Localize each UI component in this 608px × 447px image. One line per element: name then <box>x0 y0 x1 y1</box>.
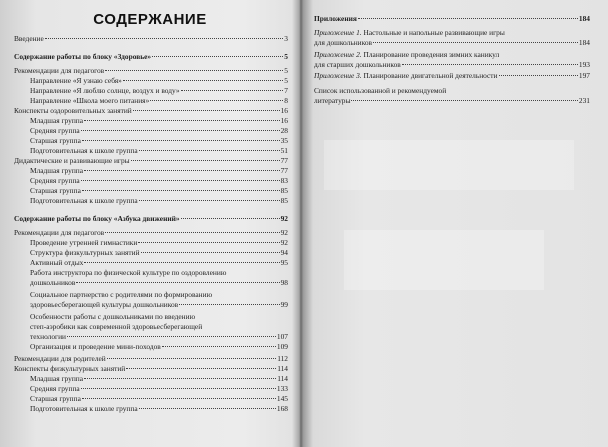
toc-entry: Структура физкультурных занятий 94 <box>30 248 288 257</box>
toc-entry-line: Особенности работы с дошкольниками по введению <box>30 312 196 321</box>
toc-entry: Рекомендации для педагогов 5 <box>14 66 288 75</box>
toc-entry: дошкольников 98 <box>30 278 288 287</box>
toc-entry-line: Приложение 1. Настольные и напольные развивающие игры <box>314 28 505 37</box>
toc-section: Содержание работы по блоку «Азбука движений» 92 <box>14 214 288 223</box>
toc-entry: Дидактические и развивающие игры 77 <box>14 156 288 165</box>
toc-entry-line: степ-аэробики как современной здоровьесберегающей <box>30 322 203 331</box>
toc-entry: Активный отдых 95 <box>30 258 288 267</box>
toc-entry: Младшая группа 16 <box>30 116 288 125</box>
toc-entry: Введение 3 <box>14 34 288 43</box>
toc-entry-line: Приложение 2. Планирование проведения зимних каникул <box>314 50 500 59</box>
appendix-label: Приложение 2. <box>314 50 362 59</box>
toc-section: Содержание работы по блоку «Здоровье» 5 <box>14 52 288 61</box>
toc-entry: Младшая группа 77 <box>30 166 288 175</box>
toc-entry: Подготовительная к школе группа 51 <box>30 146 288 155</box>
toc-entry: Направление «Я люблю солнце, воздух и воду» 7 <box>30 86 288 95</box>
toc-entry: для дошкольников 184 <box>314 38 590 47</box>
toc-entry-line: Работа инструктора по физической культуре по оздоровлению <box>30 268 227 277</box>
toc-section: Приложения 184 <box>314 14 590 23</box>
toc-entry: Средняя группа 133 <box>30 384 288 393</box>
toc-entry: Старшая группа 35 <box>30 136 288 145</box>
toc-entry: Конспекты оздоровительных занятий 16 <box>14 106 288 115</box>
page-title: СОДЕРЖАНИЕ <box>93 11 207 28</box>
toc-entry: Старшая группа 85 <box>30 186 288 195</box>
right-page <box>304 0 608 447</box>
toc-entry: Приложение 3. Планирование двигательной деятельности 197 <box>314 71 590 80</box>
toc-entry: здоровьесберегающей культуры дошкольников 99 <box>30 300 288 309</box>
toc-entry: Организация и проведение мини-походов 109 <box>30 342 288 351</box>
toc-entry-line: Социальное партнерство с родителями по формированию <box>30 290 213 299</box>
toc-entry: Проведение утренней гимнастики 92 <box>30 238 288 247</box>
toc-entry-line: Список использованной и рекомендуемой <box>314 86 447 95</box>
toc-entry: для старших дошкольников 193 <box>314 60 590 69</box>
bleed-through-shade <box>344 230 544 290</box>
toc-entry: Средняя группа 28 <box>30 126 288 135</box>
toc-entry: Старшая группа 145 <box>30 394 288 403</box>
toc-entry: Младшая группа 114 <box>30 374 288 383</box>
toc-entry: Средняя группа 83 <box>30 176 288 185</box>
toc-entry: Рекомендации для педагогов 92 <box>14 228 288 237</box>
toc-entry: Подготовительная к школе группа 85 <box>30 196 288 205</box>
toc-entry: Направление «Школа моего питания» 8 <box>30 96 288 105</box>
toc-entry: литературы 231 <box>314 96 590 105</box>
appendix-label: Приложение 1. <box>314 28 362 37</box>
appendix-label: Приложение 3. <box>314 71 362 80</box>
toc-entry: Рекомендации для родителей 112 <box>14 354 288 363</box>
toc-entry: Конспекты физкультурных занятий 114 <box>14 364 288 373</box>
left-page <box>0 0 300 447</box>
toc-entry: Направление «Я узнаю себя» 5 <box>30 76 288 85</box>
bleed-through-shade <box>324 140 574 190</box>
toc-entry: технологии 107 <box>30 332 288 341</box>
toc-entry: Подготовительная к школе группа 168 <box>30 404 288 413</box>
